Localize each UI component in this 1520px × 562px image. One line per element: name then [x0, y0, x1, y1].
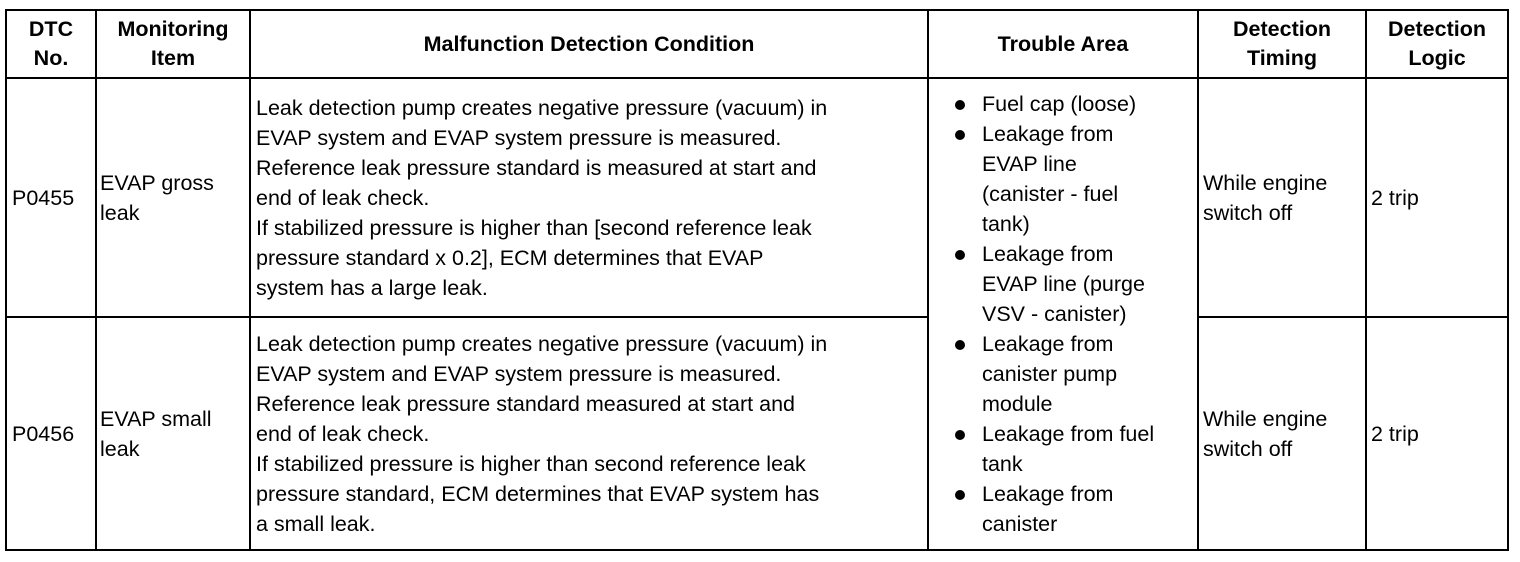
detection-condition: Leak detection pump creates negative pressure (vacuum) in EVAP system and EVAP system pressure is measured. Reference leak pressure standard is measured at start and end of leak check. If stabilized pressure is higher than [second reference leak pressure standard x 0.2], ECM determines that EVAP system has a large leak.	[250, 78, 928, 317]
trouble-area-text: Leakage from canister pump module	[982, 332, 1118, 416]
bullet-icon	[955, 100, 965, 110]
detection-condition: Leak detection pump creates negative pressure (vacuum) in EVAP system and EVAP system pressure is measured. Reference leak pressure standard measured at start and end of leak check. If stabilized pressure is higher than second reference leak pressure standard, ECM determines that EVAP system has a small leak.	[250, 317, 928, 550]
header-detection-timing: Detection Timing	[1198, 10, 1366, 78]
header-detection-logic: Detection Logic	[1366, 10, 1508, 78]
list-item	[939, 419, 1193, 479]
trouble-area-text: Leakage from EVAP line (canister - fuel tank)	[982, 122, 1119, 236]
dtc-code: P0455	[6, 78, 96, 317]
detection-timing: While engine switch off	[1198, 78, 1366, 317]
detection-logic: 2 trip	[1366, 317, 1508, 550]
trouble-area-text: Fuel cap (loose)	[982, 92, 1137, 116]
list-item	[939, 119, 1193, 239]
detection-timing: While engine switch off	[1198, 317, 1366, 550]
detection-logic: 2 trip	[1366, 78, 1508, 317]
header-trouble-area: Trouble Area	[928, 10, 1198, 78]
table-row	[6, 78, 1508, 317]
list-item	[939, 89, 1193, 119]
bullet-icon	[955, 490, 965, 500]
monitoring-item: EVAP small leak	[96, 317, 250, 550]
table-row	[6, 317, 1508, 550]
trouble-area-text: Leakage from canister	[982, 482, 1114, 536]
monitoring-item: EVAP gross leak	[96, 78, 250, 317]
list-item	[939, 479, 1193, 539]
trouble-area-cell	[928, 78, 1198, 550]
dtc-code: P0456	[6, 317, 96, 550]
bullet-icon	[955, 430, 965, 440]
trouble-area-list	[939, 89, 1193, 539]
header-dtc-no: DTC No.	[6, 10, 96, 78]
header-monitoring-item: Monitoring Item	[96, 10, 250, 78]
trouble-area-text: Leakage from fuel tank	[982, 422, 1155, 476]
header-malfunction-condition: Malfunction Detection Condition	[250, 10, 928, 78]
list-item	[939, 329, 1193, 419]
bullet-icon	[955, 130, 965, 140]
trouble-area-text: Leakage from EVAP line (purge VSV - canister)	[982, 242, 1145, 326]
bullet-icon	[955, 340, 965, 350]
list-item	[939, 239, 1193, 329]
dtc-table	[5, 9, 1509, 551]
bullet-icon	[955, 250, 965, 260]
header-row	[6, 10, 1508, 78]
